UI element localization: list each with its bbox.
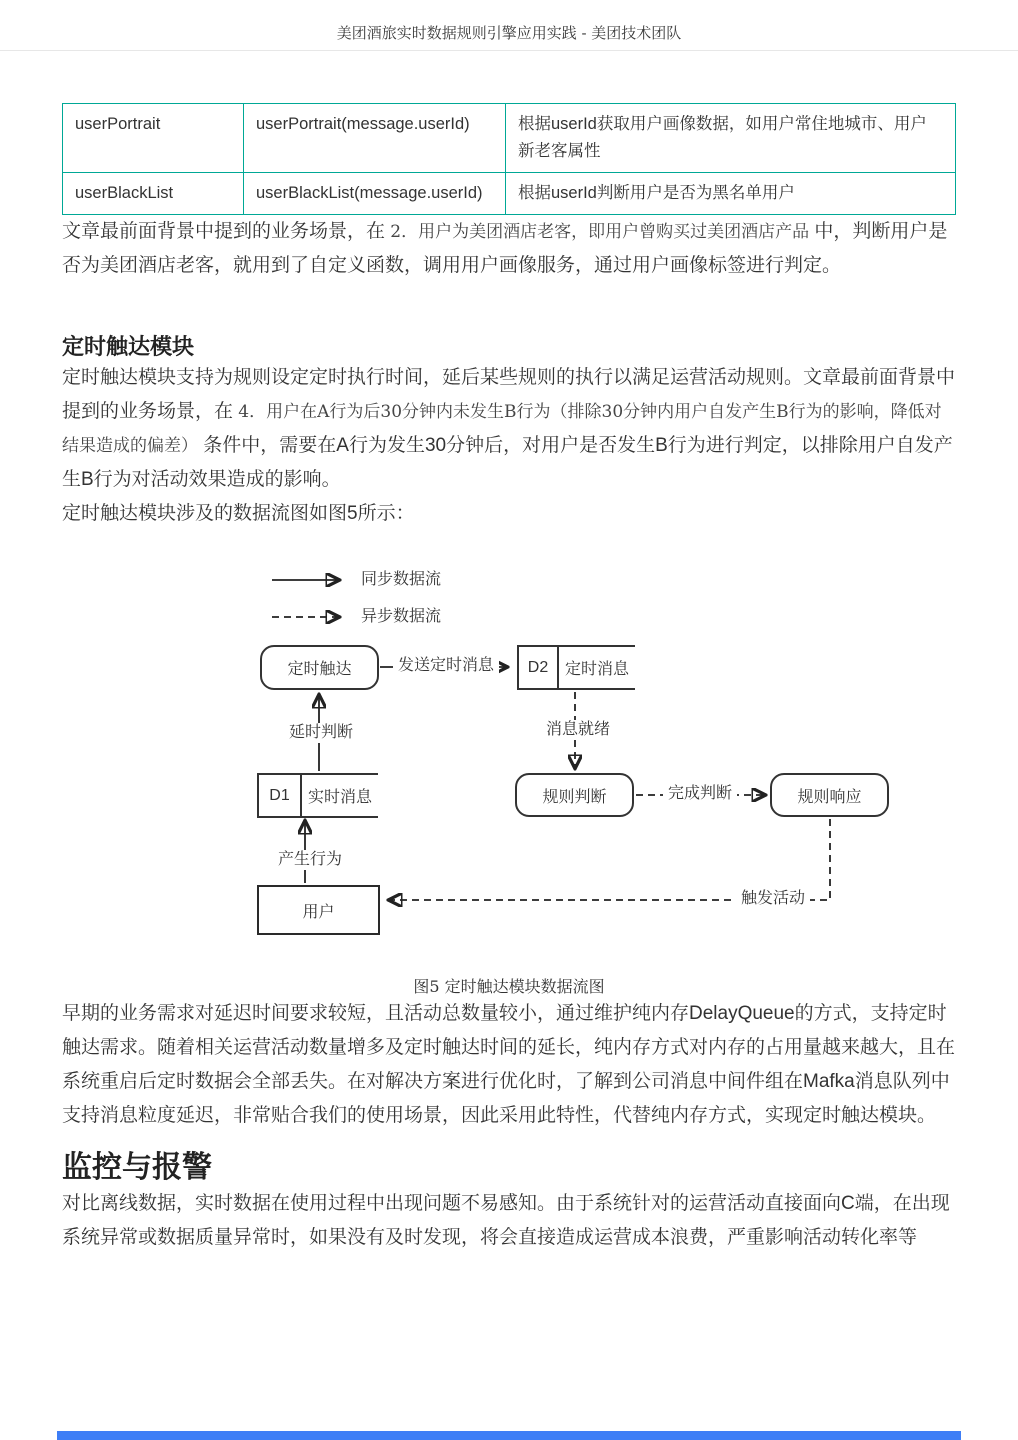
table-row xyxy=(63,173,956,215)
paragraph-intro xyxy=(62,215,956,283)
send-msg-label: 发送定时消息 xyxy=(393,656,499,676)
msg-ready-label: 消息就绪 xyxy=(541,720,615,740)
node-user xyxy=(257,885,380,935)
store-d2-timed-message xyxy=(517,645,635,690)
paragraph-delay-impl: 早期的业务需求对延迟时间要求较短，且活动总数量较小，通过维护纯内存DelayQueue的方式，支持定时触达需求。随着相关运营活动数量增多及定时触达时间的延长，纯内存方式对内存的占用量越来越大，且在系统重启后定时数据会全部丢失。在对解决方案进行优化时，了解到公司消息中间件组在Mafka消息队列中支持消息粒度延迟，非常贴合我们的使用场景，因此采用此特性，代替纯内存方式，实现定时触达模块。 xyxy=(62,1003,956,1126)
legend-sync-label: 同步数据流 xyxy=(356,570,446,590)
trigger-activity-label: 触发活动 xyxy=(736,889,810,909)
store-d1-realtime-message xyxy=(257,773,378,818)
cell-function-name: userBlackList xyxy=(63,173,244,215)
trigger-activity-arrow xyxy=(390,819,830,900)
section-heading-timer: 定时触达模块 xyxy=(62,334,195,359)
node-rule-judge xyxy=(515,773,634,817)
intro-text: 中，判断用户是否为美团酒店老客，就用到了自定义函数，调用用户画像服务，通过用户画像标签进行判定。 xyxy=(62,221,948,276)
cell-function-call: userPortrait(message.userId) xyxy=(244,104,506,173)
section-heading-monitor: 监控与报警 xyxy=(62,1151,212,1184)
intro-text: 文章最前面背景中提到的业务场景，在 xyxy=(62,221,391,242)
delay-judge-label: 延时判断 xyxy=(284,723,358,743)
store-id: D2 xyxy=(519,647,559,688)
inline-quote: 4．用户在A行为后30分钟内未发生B行为（排除30分钟内用户自发产生B行为的影响，降低对结果造成的偏差） xyxy=(62,402,942,456)
cell-function-call: userBlackList(message.userId) xyxy=(244,173,506,215)
node-label: 规则判断 xyxy=(542,788,607,806)
gen-behavior-label: 产生行为 xyxy=(273,850,347,870)
node-label: 定时触达 xyxy=(287,661,352,678)
paragraph-monitor: 对比离线数据，实时数据在使用过程中出现问题不易感知。由于系统针对的运营活动直接面向C端，在出现系统异常或数据质量异常时，如果没有及时发现，将会直接造成运营成本浪费，严重影响活动转化率等 xyxy=(62,1193,950,1248)
store-name: 实时消息 xyxy=(307,789,372,806)
paragraph-flow-intro: 定时触达模块涉及的数据流图如图5所示： xyxy=(62,503,415,524)
done-judge-label: 完成判断 xyxy=(663,784,737,804)
dataflow-diagram xyxy=(62,555,956,960)
cell-function-name: userPortrait xyxy=(63,104,244,173)
table-row xyxy=(63,104,956,173)
timer-text: 定时触达模块支持为规则设定定时执行时间，延后某些规则的执行以满足运营活动规则。文章最前面背景中提到的业务场景，在 xyxy=(62,367,956,422)
paragraph-timer xyxy=(62,361,956,497)
cell-function-desc: 根据userId获取用户画像数据，如用户常住地城市、用户新老客属性 xyxy=(506,104,956,173)
diagram-wires xyxy=(62,555,1018,960)
node-label: 规则响应 xyxy=(797,788,862,806)
store-id: D1 xyxy=(259,775,302,816)
timer-text: 条件中，需要在A行为发生30分钟后，对用户是否发生B行为进行判定，以排除用户自发产生B行为对活动效果造成的影响。 xyxy=(62,435,953,490)
node-label: 用户 xyxy=(302,903,335,921)
cell-function-desc: 根据userId判断用户是否为黑名单用户 xyxy=(506,173,956,215)
custom-function-table xyxy=(62,103,956,215)
node-rule-response xyxy=(770,773,889,817)
bottom-bar xyxy=(57,1431,961,1440)
node-timer-trigger xyxy=(260,645,379,690)
legend-async-label: 异步数据流 xyxy=(356,607,446,627)
inline-quote: 2．用户为美团酒店老客，即用户曾购买过美团酒店产品 xyxy=(390,222,810,242)
store-name: 定时消息 xyxy=(564,661,629,678)
article-content xyxy=(0,103,1018,1255)
page-title: 美团酒旅实时数据规则引擎应用实践 - 美团技术团队 xyxy=(336,23,682,42)
figure-caption: 图5 定时触达模块数据流图 xyxy=(413,977,605,996)
page-header xyxy=(0,0,1018,51)
